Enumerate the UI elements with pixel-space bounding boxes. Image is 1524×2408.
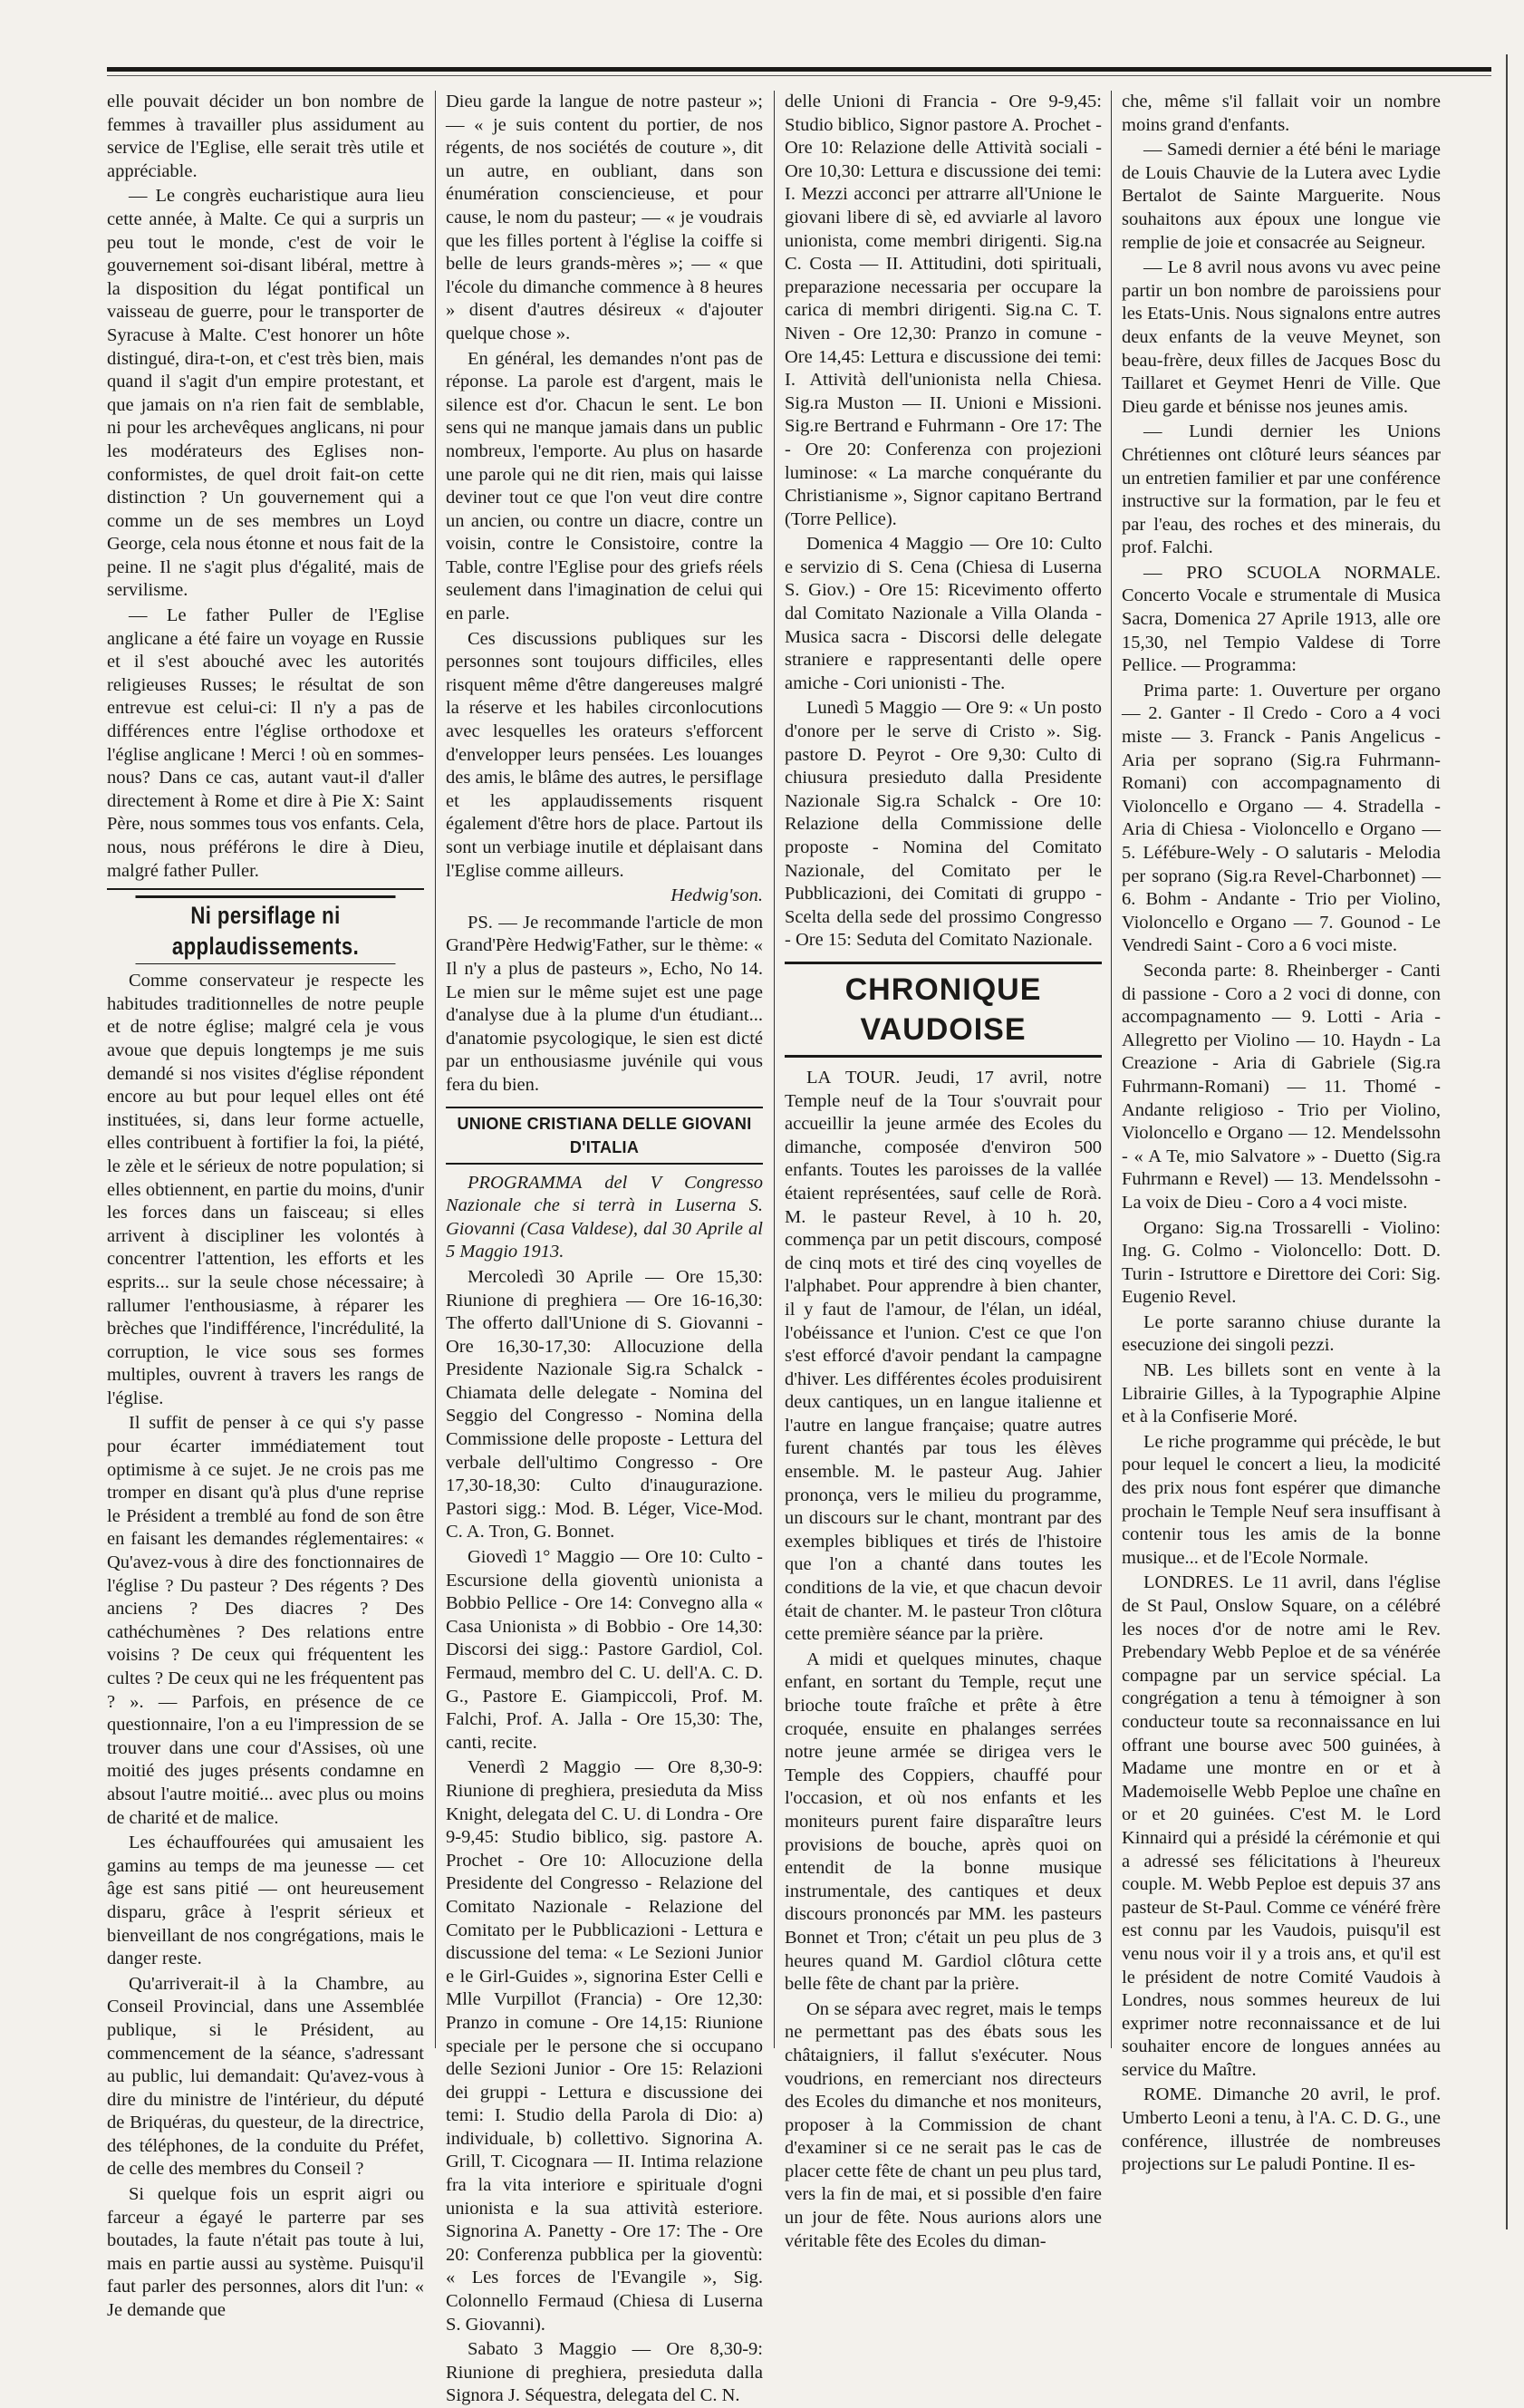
column-rule-1 — [435, 91, 436, 2048]
section-headline: CHRONIQUE VAUDOISE — [785, 962, 1102, 1058]
programme-day: Sabato 3 Maggio — Ore 8,30-9: Riunione di preghiera, presieduta dalla Signora J. Séquestra, delegata del C. N. — [446, 2339, 763, 2406]
paragraph: NB. Les billets sont en vente à la Librairie Gilles, à la Typographie Alpine et à la Confiserie Moré. — [1122, 1360, 1441, 1427]
column-rule-3 — [1111, 91, 1112, 2048]
header-rule-thin — [107, 75, 1491, 76]
paragraph: LA TOUR. Jeudi, 17 avril, notre Temple neuf de la Tour s'ouvrait pour accueillir la jeune armée des Ecoles du dimanche, composée d'environ 500 enfants. Toutes les paroisses de la vallée étaient représentées, sauf celle de Rorà. M. le pasteur Revel, à 10 h. 20, commença par un petit discours, composé de cinq mots et tiré des cinq voyelles de l'alphabet. Pour apprendre à bien chanter, il y faut de l'amour, de l'élan, un idéal, l'obéissance et l'union. C'est ce que l'on s'est efforcé d'avoir pendant la campagne d'hiver. Les différentes écoles produisirent deux cantiques, un en langue italienne et l'autre en langue française; quatre autres furent chantés par tous les élèves ensemble. M. le pasteur Aug. Jahier prononça, vers le milieu du programme, un discours sur le chant, montrant par des exemples bibliques et tirés de l'histoire que l'on a chanté dans toutes les conditions de la vie, et que chacun devoir était de chanter. M. le pasteur Tron clôtura cette première séance par la prière. — [785, 1067, 1102, 1645]
column-2 — [446, 91, 763, 2406]
paragraph: — Le congrès eucharistique aura lieu cette année, à Malte. Ce qui a surpris un peu tout le monde, c'est de voir le gouvernement soi-disant libéral, mettre à la disposition du légat pontifical un vaisseau de guerre, pour le transporter de Syracuse à Malte. C'est honorer un hôte distingué, dira-t-on, et c'est très bien, mais quand il s'agit d'un empire protestant, et que jamais on n'a rien fait de semblable, ni pour les archevêques anglicans, ni pour les modérateurs des Eglises non-conformistes, de quel droit fait-on cette distinction ? Un gouvernement qui a comme un de ses membres un Loyd George, cela nous étonne et nous fait de la peine. Il ne s'agit plus d'égalité, mais de servilisme. — [107, 186, 424, 601]
signature: Hedwig'son. — [670, 885, 763, 906]
paragraph: — Le father Puller de l'Eglise anglicane a été faire un voyage en Russie et il s'est abouché avec les autorités religieuses Russes; le résultat de son entrevue est celui-ci: Il n'y a pas de différences entre l'église orthodoxe et l'église anglicane ! Merci ! où en sommes-nous? Dans ce cas, autant vaut-il d'aller directement à Rome et dire à Pie X: Saint Père, nous sommes tous vos enfants. Cela, nous, nous préférons le dire à Dieu, malgré father Puller. — [107, 605, 424, 881]
programme-day: Lunedì 5 Maggio — Ore 9: « Un posto d'onore per le serve di Cristo ». Sig. pastore D. Peyrot - Ore 9,30: Culto di chiusura presieduto dalla Presidente Nazionale Sig.ra Schalck - Ore 10: Relazione della Commissione delle proposte - Nomina del Comitato Nazionale, del Comitato per le Pubblicazioni, dei Comitati di gruppo - Scelta della sede del prossimo Congresso - Ore 15: Seduta del Comitato Nazionale. — [785, 698, 1102, 951]
paragraph: — PRO SCUOLA NORMALE. Concerto Vocale e strumentale di Musica Sacra, Domenica 27 Aprile 1913, alle ore 15,30, nel Tempio Valdese di Torre Pellice. — Programma: — [1122, 562, 1441, 676]
paragraph: — Lundi dernier les Unions Chrétiennes ont clôturé leurs séances par un entretien familier et par une conférence instructive sur la formation, par le feu et par l'eau, des roches et des minerais, du prof. Falchi. — [1122, 421, 1441, 558]
paragraph: elle pouvait décider un bon nombre de femmes à travailler plus assidument au service de l'Eglise, elle serait très utile et appréciable. — [107, 92, 424, 181]
paragraph: ROME. Dimanche 20 avril, le prof. Umberto Leoni a tenu, à l'A. C. D. G., une conférence, illustrée de nombreuses projections sur Le paludi Pontine. Il es- — [1122, 2084, 1441, 2175]
article-headline: Ni persiflage ni applaudissements. — [136, 895, 396, 964]
column-rule-2 — [774, 91, 775, 2048]
paragraph: Organo: Sig.na Trossarelli - Violino: Ing. G. Colmo - Violoncello: Dott. D. Turin - Istruttore e Direttore dei Cori: Sig. Eugenio Revel. — [1122, 1217, 1441, 1308]
header-rule — [107, 67, 1491, 72]
programme-day: Giovedì 1° Maggio — Ore 10: Culto - Escursione della gioventù unionista a Bobbio Pellice - Ore 14: Convegno alla « Casa Unionista » di Bobbio - Ore 14,30: Discorsi dei sigg.: Pastore Gardiol, Col. Fermaud, membro del C. U. dell'A. C. D. G., Pastore E. Giampiccoli, Prof. M. Falchi, Prof. A. Jalla - Ore 15,30: The, canti, recite. — [446, 1547, 763, 1753]
postscript: PS. — Je recommande l'article de mon Grand'Père Hedwig'Father, sur le thème: « Il n'y a plus de pasteurs », Echo, No 14. Le mien sur le même sujet est une page d'analyse due à la plume d'un étudiant... d'anatomie psycologique, le sien est dicté par un enthousiasme juvénile qui vous fera du bien. — [446, 912, 763, 1095]
column-4 — [1122, 91, 1441, 2175]
programme-day: Venerdì 2 Maggio — Ore 8,30-9: Riunione di preghiera, presieduta da Miss Knight, delegata del C. U. di Londra - Ore 9-9,45: Studio biblico, sig. pastore A. Prochet - Ore 10: Allocuzione della Presidente del Congresso - Relazione del Comitato Nazionale - Relazione del Comitato per le Pubblicazioni - Lettura e discussione del tema: « Le Sezioni Junior e le Girl-Guides », signorina Ester Celli e Mlle Vurpillot (Francia) - Ore 12,30: Pranzo in comune - Ore 14,15: Riunione speciale per le persone che si occupano delle Sezioni Junior - Ore 15: Relazioni dei gruppi - Lettura e discussione dei temi: I. Studio della Parola di Dio: a) individuale, b) collettivo. Signorina A. Grill, T. Cicognara — II. Intima relazione fra la vita interiore e spirituale d'ogni unionista e la sua attività esteriore. Signorina A. Panetty - Ore 17: The - Ore 20: Conferenza pubblica per la gioventù: « Les forces de l'Evangile », Sig. Colonnello Fermaud (Chiesa di Luserna S. Giovanni). — [446, 1757, 763, 2335]
concert-programme: Seconda parte: 8. Rheinberger - Canti di passione - Coro a 2 voci di donne, con accompagnamento — 9. Lotti - Aria - Allegretto per Violino — 10. Haydn - La Creazione - Aria di Gabriele (Sig.ra Fuhrmann-Romani) — 11. Thomé - Andante religioso - Trio per Violino, Violoncello e Organo — 12. Mendelssohn - « A Te, mio Salvatore » - Duetto (Sig.ra Fuhrmann e Revel) — 13. Mendelssohn - La voix de Dieu - Coro a 4 voci miste. — [1122, 960, 1441, 1213]
page-edge-line — [1506, 54, 1508, 2229]
section-headline: UNIONE CRISTIANA DELLE GIOVANI D'ITALIA — [446, 1107, 763, 1165]
paragraph: On se sépara avec regret, mais le temps ne permettant pas des ébats sous les châtaigniers, il fallut s'exécuter. Nous voudrions, en remerciant nos directeurs des Ecoles du dimanche et nos moniteurs, proposer à la Commission de chant d'examiner si ce ne serait pas le cas de placer cette fête de chant un peu plus tard, vers la fin de mai, et si possible d'en faire un jour de fête. Nous aurions alors une véritable fête des Ecoles du diman- — [785, 1998, 1102, 2251]
paragraph: Les échauffourées qui amusaient les gamins au temps de ma jeunesse — cet âge est sans pitié — ont heureusement disparu, grâce à l'esprit sérieux et bienveillant de nos congrégations, mais le danger reste. — [107, 1833, 424, 1969]
column-1 — [107, 91, 424, 2321]
paragraph: che, même s'il fallait voir un nombre moins grand d'enfants. — [1122, 92, 1441, 135]
programme-day: Domenica 4 Maggio — Ore 10: Culto e servizio di S. Cena (Chiesa di Luserna S. Giov.) - Ore 15: Ricevimento offerto dal Comitato Nazionale a Villa Olanda - Musica sacra - Discorsi delle delegate straniere e rappresentanti delle opere amiche - Cori unionisti - The. — [785, 534, 1102, 693]
paragraph: — Le 8 avril nous avons vu avec peine partir un bon nombre de paroissiens pour les Etats-Unis. Nous signalons entre autres deux enfants de la veuve Meynet, son beau-frère, deux filles de Jacques Bosc du Taillaret et Geymet Henri de Ville. Que Dieu garde et bénisse nos jeunes amis. — [1122, 257, 1441, 417]
paragraph: Qu'arriverait-il à la Chambre, au Conseil Provincial, dans une Assemblée publique, si le Président, au commencement de la séance, s'adressant au public, lui demandait: Qu'avez-vous à dire du ministre de l'intérieur, du député de Briquéras, du questeur, de la directrice, des téléphones, de la conduite du Préfet, de celle des membres du Conseil ? — [107, 1973, 424, 2180]
concert-programme: Prima parte: 1. Ouverture per organo — 2. Ganter - Il Credo - Coro a 4 voci miste — 3. Franck - Panis Angelicus - Aria per soprano (Sig.ra Fuhrmann-Romani) con accompagnamento di Violoncello e Organo — 4. Stradella - Aria di Chiesa - Violoncello e Organo — 5. Léfébure-Wely - O salutaris - Melodia per soprano (Sig.ra Revel-Charbonnet) — 6. Bohm - Andante - Trio per Violino, Violoncello e Organo — 7. Gounod - Le Vendredi Saint - Coro a 6 voci miste. — [1122, 680, 1441, 956]
paragraph: Dieu garde la langue de notre pasteur »; — « je suis content du portier, de nos régents, de nos sociétés de couture », dit un autre, en oubliant, dans son énumération consciencieuse, et pour cause, le nom du pasteur; — « je voudrais que les filles portent à l'église la coiffe si belle de leurs grands-mères »; — « que l'école du dimanche commence à 8 heures » disent d'autres désireux « d'ajouter quelque chose ». — [446, 92, 763, 343]
paragraph: En général, les demandes n'ont pas de réponse. La parole est d'argent, mais le silence est d'or. Chacun le sent. Le bon sens qui ne manque jamais dans un public nombreux, l'emporte. Au plus on hasarde une parole qui ne dit rien, mais qui laisse deviner tout ce que l'on veut dire contre un ancien, ou contre un diacre, contre un voisin, contre le Consistoire, contre la Table, contre l'Eglise pour des griefs réels seulement dans l'imagination de celui qui en parle. — [446, 348, 763, 624]
paragraph: Il suffit de penser à ce qui s'y passe pour écarter immédiatement tout optimisme à ce sujet. Je ne crois pas me tromper en disant qu'à plus d'une reprise le Président a tremblé au fond de son être en faisant les demandes réglementaires: « Qu'avez-vous à dire des fonctionnaires de l'église ? Du pasteur ? Des régents ? Des anciens ? Des diacres ? Des cathéchumènes ? Des relations entre voisins ? De ceux qui fréquentent les cultes ? De ceux qui ne les fréquentent pas ? ». — Parfois, en présence de ce questionnaire, l'on a eu l'impression de se trouver dans une cour d'Assises, où une moitié des juges présents condamne en absout l'autre moitié... avec plus ou moins de charité et de malice. — [107, 1413, 424, 1828]
paragraph: — Samedi dernier a été béni le mariage de Louis Chauvie de la Lutera avec Lydie Bertalot de Sainte Marguerite. Nous souhaitons aux époux une longue vie remplie de joie et consacrée au Seigneur. — [1122, 140, 1441, 253]
paragraph: Le porte saranno chiuse durante la esecuzione dei singoli pezzi. — [1122, 1311, 1441, 1356]
paragraph: LONDRES. Le 11 avril, dans l'église de St Paul, Onslow Square, on a célébré les noces d'or de notre ami le Rev. Prebendary Webb Peploe et de sa vénérée compagne par un service spécial. La congrégation a tenu à témoigner à son conducteur toute sa reconnaissance en lui offrant une bourse avec 500 guinées, à Madame une montre en or et à Mademoiselle Webb Peploe une chaîne en or et 20 guinées. C'est M. le Lord Kinnaird qui a présidé la cérémonie et qui a adressé ses félicitations à l'heureux couple. M. Webb Peploe est depuis 37 ans pasteur de St-Paul. Comme ce vénéré frère est connu par les Vaudois, puisqu'il est venu nous voir il y a trois ans, et qu'il est le président de notre Comité Vaudois à Londres, nous sommes heureux de lui exprimer notre reconnaissance et de lui souhaiter encore de longues années au service du Maître. — [1122, 1572, 1441, 2080]
programme-day: delle Unioni di Francia - Ore 9-9,45: Studio biblico, Signor pastore A. Prochet - Ore 10: Relazione delle Attività sociali - Ore 10,30: Lettura e discussione dei temi: I. Mezzi acconci per attrarre all'Unione le giovani libere di sè, ed avviarle al lavoro unionista, come membri dirigenti. Sig.na C. Costa — II. Attitudini, doti spirituali, preparazione necessaria per occupare la carica di membri dirigenti. Sig.na C. T. Niven - Ore 12,30: Pranzo in comune - Ore 14,45: Lettura e discussione dei temi: I. Attività dell'unionista nella Chiesa. Sig.ra Muston — II. Unioni e Missioni. Sig.re Bertrand e Fuhrmann - Ore 17: The - Ore 20: Conferenza con projezioni luminose: « La marche conquérante du Christianisme », Signor capitano Bertrand (Torre Pellice). — [785, 92, 1102, 529]
column-3 — [785, 91, 1102, 2251]
paragraph: Si quelque fois un esprit aigri ou farceur a égayé le parterre par ses boutades, la faute n'était pas toute à lui, mais en partie aussi au système. Puisqu'il faut parler des personnes, alors dit l'un: « Je demande que — [107, 2184, 424, 2321]
programme-day: Mercoledì 30 Aprile — Ore 15,30: Riunione di preghiera — Ore 16-16,30: The offerto dall'Unione di S. Giovanni - Ore 16,30-17,30: Allocuzione della Presidente Nazionale Sig.ra Schalck - Chiamata delle delegate - Nomina del Seggio del Congresso - Nomina della Commissione delle proposte - Lettura del verbale dell'ultimo Congresso - Ore 17,30-18,30: Culto d'inaugurazione. Pastori sigg.: Mod. B. Léger, Vice-Mod. C. A. Tron, G. Bonnet. — [446, 1266, 763, 1542]
programme-title: PROGRAMMA del V Congresso Nazionale che si terrà in Luserna S. Giovanni (Casa Valdese), dal 30 Aprile al 5 Maggio 1913. — [446, 1172, 763, 1262]
paragraph: Ces discussions publiques sur les personnes sont toujours difficiles, elles risquent même d'être dangereuses malgré la réserve et les habiles circonlocutions avec lesquelles les orateurs s'efforcent d'envelopper leurs pensées. Les louanges des amis, le blâme des autres, le persiflage et les applaudissements risquent également d'être hors de place. Partout ils sont un verbiage inutile et déplaisant dans l'Eglise comme ailleurs. — [446, 628, 763, 881]
paragraph: Comme conservateur je respecte les habitudes traditionnelles de notre peuple et de notre église; malgré cela je vous avoue que depuis longtemps je me suis demandé si nos visites d'église répondent encore au but pour lequel elles ont été instituées, si, dans leur forme actuelle, elles contribuent à fortifier la foi, la piété, le zèle et le sérieux de notre population; si elles obtiennent, en partie du moins, d'unir les forces dans un faisceau; si elles arrivent à discipliner les volontés à concentrer l'attention, les efforts et les esprits... sur la seule chose nécessaire; à rallumer l'enthousiasme, à réparer les brèches que l'indifférence, l'incrédulité, la corruption, le vice sous ses formes multiples, ouvrent à travers les rangs de l'église. — [107, 971, 424, 1408]
paragraph: A midi et quelques minutes, chaque enfant, en sortant du Temple, reçut une brioche toute fraîche et prête à être croquée, ensuite en phalanges serrées notre jeune armée se dirigea vers le Temple des Coppiers, chauffé pour l'occasion, et où nos enfants et les moniteurs purent faire disparaître leurs provisions de bouche, après quoi on entendit de la bonne musique instrumentale, des cantiques et deux discours prononcés par MM. les pasteurs Bonnet et Tron; c'était un peu plus de 3 heures quand M. Gardiol clôtura cette belle fête de chant par la prière. — [785, 1649, 1102, 1995]
paragraph: Le riche programme qui précède, le but pour lequel le concert a lieu, la modicité des prix nous font espérer que dimanche prochain le Temple Neuf sera insuffisant à contenir tous les amis de la bonne musique... et de l'Ecole Normale. — [1122, 1431, 1441, 1568]
separator — [107, 888, 424, 890]
